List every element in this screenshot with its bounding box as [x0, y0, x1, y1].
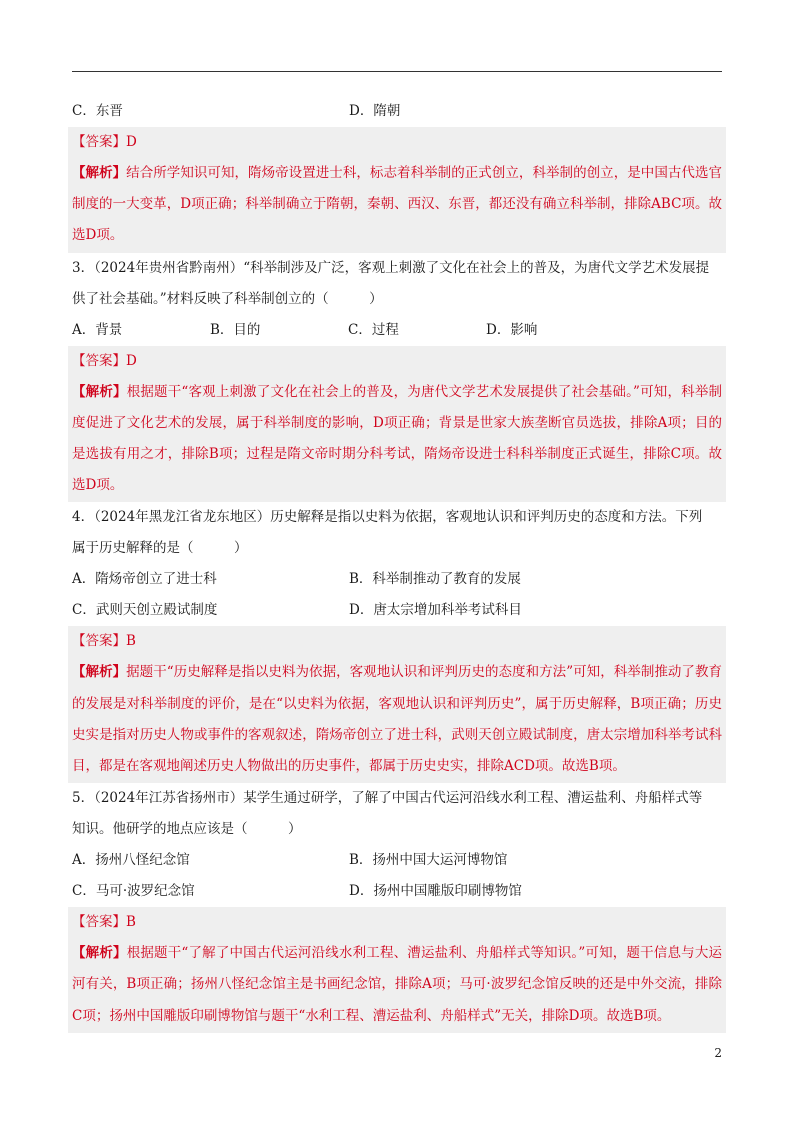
q5-analysis-tag: 【解析】: [72, 945, 127, 962]
q2-options: [72, 96, 722, 127]
q3-option-b: B．目的: [210, 321, 261, 338]
q3-option-d: D．影响: [486, 321, 538, 338]
q4-option-a: A．隋炀帝创立了进士科: [72, 571, 217, 588]
q2-analysis: [68, 158, 726, 253]
q3-options: [72, 315, 722, 346]
q5-options-row-2: [72, 876, 722, 907]
q4-stem-line-1: 4．（2024年黑龙江省龙东地区）历史解释是指以史料为依据，客观地认识和评判历史的态度和方法。下列: [72, 509, 703, 526]
q5-analysis-text: 根据题干“了解了中国古代运河沿线水利工程、漕运盐利、舟船样式等知识。”可知，题干信息与大运河有关，B项正确；扬州八怪纪念馆主是书画纪念馆，排除A项；马可·波罗纪念馆反映的还是中外交流，排除C项；扬州中国雕版印刷博物馆与题干“水利工程、漕运盐利、舟船样式”无关，排除D项。故选B项。: [72, 945, 722, 1024]
q3-stem-line-2: 供了社会基础。”材料反映了科举制创立的（ ）: [72, 290, 383, 307]
q2-analysis-text: 结合所学知识可知，隋炀帝设置进士科，标志着科举制的正式创立，科举制的创立，是中国古代选官制度的一大变革，D项正确；科举制确立于隋朝，秦朝、西汉、东晋，都还没有确立科举制，排除ABC项。故选D项。: [72, 165, 723, 244]
q3-analysis-text: 根据题干“客观上刺激了文化在社会上的普及，为唐代文学艺术发展提供了社会基础。”可知，科举制度促进了文化艺术的发展，属于科举制度的影响，D项正确；背景是世家大族垄断官员选拔，排除A项；目的是选拔有用之才，排除B项；过程是隋文帝时期分科考试，隋炀帝设进士科科举制度正式诞生，排除C项。故选D项。: [72, 383, 722, 494]
header-rule: [72, 71, 722, 72]
q3-option-c: C．过程: [348, 321, 399, 338]
q4-analysis: [68, 657, 726, 783]
page-content: [72, 96, 722, 1033]
q5-stem-line-2: 知识。他研学的地点应该是（ ）: [72, 821, 302, 838]
q4-analysis-text: 据题干“历史解释是指以史料为依据，客观地认识和评判历史的态度和方法”可知，科举制推动了教育的发展是对科举制度的评价，是在“以史料为依据，客观地认识和评判历史”，属于历史解释，B项正确；历史史实是指对历史人物或事件的客观叙述，隋炀帝创立了进士科，武则天创立殿试制度，唐太宗增加科举考试科目，都是在客观地阐述历史人物做出的历史事件，都属于历史史实，排除ACD项。故选B项。: [72, 664, 722, 775]
q3-answer: 【答案】D: [68, 346, 726, 377]
q5-answer: 【答案】B: [68, 907, 726, 938]
q4-stem-line-2: 属于历史解释的是（ ）: [72, 540, 248, 557]
q2-analysis-tag: 【解析】: [72, 165, 127, 181]
q2-answer: 【答案】D: [68, 127, 726, 158]
q3-option-a: A．背景: [72, 321, 123, 338]
q5-option-d: D．扬州中国雕版印刷博物馆: [349, 883, 522, 900]
q4-option-c: C．武则天创立殿试制度: [72, 602, 218, 619]
q4-answer: 【答案】B: [68, 626, 726, 657]
q3-stem-line-1: 3．（2024年贵州省黔南州）“科举制涉及广泛，客观上刺激了文化在社会上的普及，为唐代文学艺术发展提: [72, 259, 710, 276]
q4-option-b: B．科举制推动了教育的发展: [349, 571, 521, 588]
q5-option-c: C．马可·波罗纪念馆: [72, 883, 195, 900]
q3-analysis: [68, 377, 726, 503]
q5-option-b: B．扬州中国大运河博物馆: [349, 852, 508, 869]
q5-analysis: [68, 938, 726, 1033]
q2-option-d: D．隋朝: [349, 103, 401, 119]
q5-stem-line-1: 5．（2024年江苏省扬州市）某学生通过研学，了解了中国古代运河沿线水利工程、漕运盐利、舟船样式等: [72, 790, 703, 807]
q4-options-row-1: [72, 564, 722, 595]
page-number: 2: [714, 1046, 722, 1060]
q5-option-a: A．扬州八怪纪念馆: [72, 852, 190, 869]
q5-options-row-1: [72, 845, 722, 876]
q3-analysis-tag: 【解析】: [72, 383, 127, 400]
q4-options-row-2: [72, 595, 722, 626]
q4-option-d: D．唐太宗增加科举考试科目: [349, 602, 522, 619]
q2-option-c: C．东晋: [72, 103, 123, 119]
q4-analysis-tag: 【解析】: [72, 664, 127, 681]
